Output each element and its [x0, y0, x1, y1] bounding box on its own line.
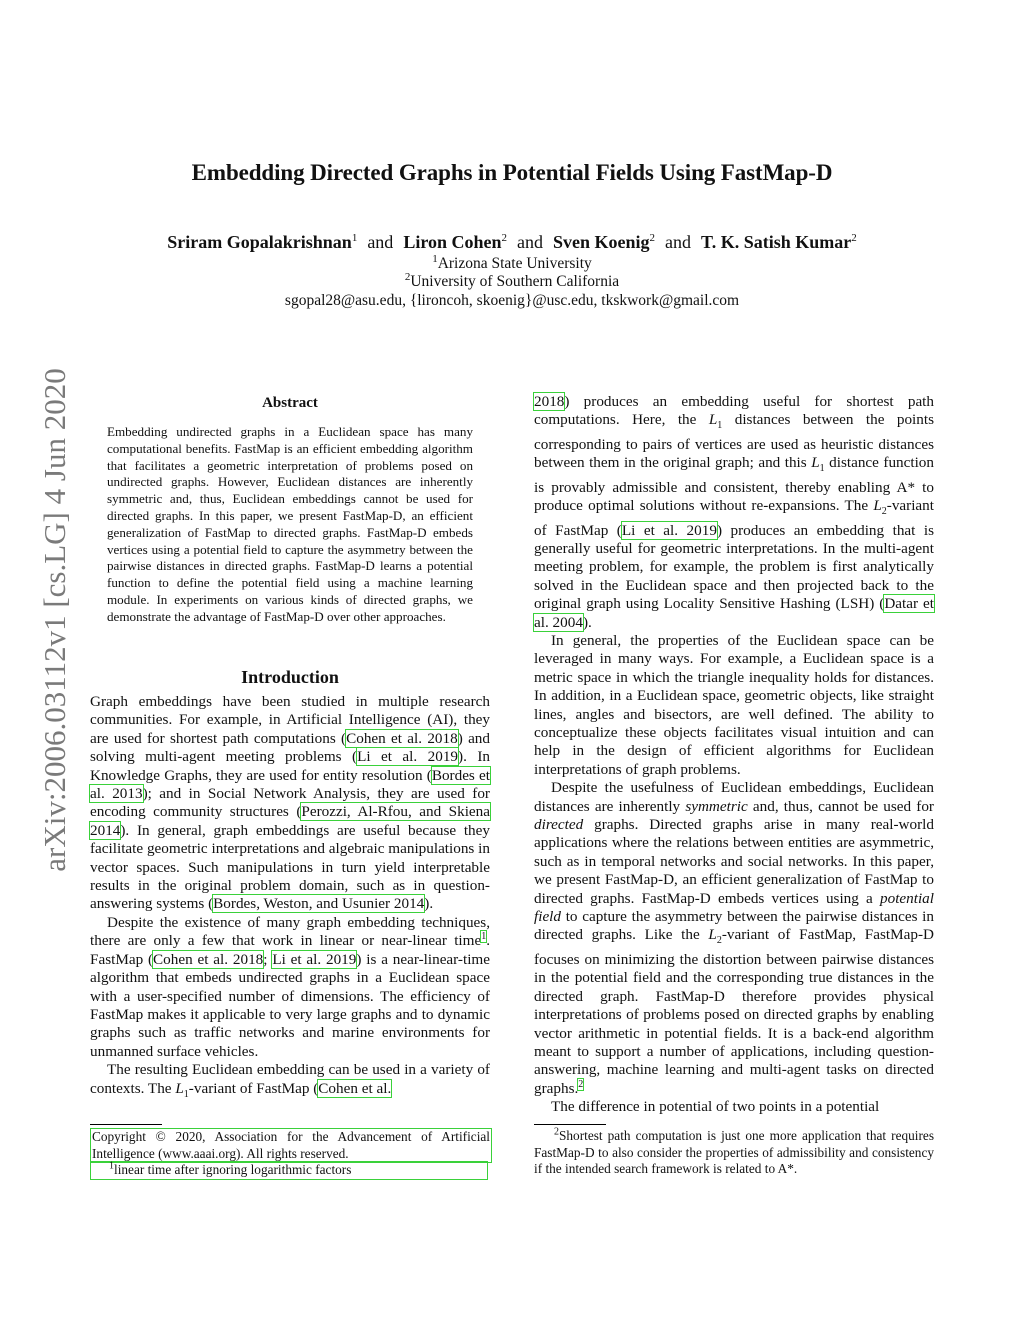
author-emails: sgopal28@asu.edu, {lironcoh, skoenig}@usc.edu, tkskwork@gmail.com — [284, 292, 740, 309]
paragraph: 2018) produces an embedding useful for shortest path computations. Here, the $L_1$ distances between the points corresponding to pairs of vertices are used as heuristic distances between them in the original graph; and this $L_1$ distance function is provably admissible and consistent, thereby enabling A* to produce optimal solutions without re-expansions. The $L_2$-variant of FastMap (Li et al. 2019) produces an embedding that is generally useful for geometric interpretations. In the multi-agent meeting problem, for example, the problem is first analytically solved in the Euclidean space and then projected back to the original graph using Locality Sensitive Hashing (LSH) (Datar et al. 2004). — [534, 393, 935, 631]
footnote: $^2$Shortest path computation is just one more application that requires FastMap-D to also consider the properties of admissibility and consistency if the intended search framework is related to A*. — [534, 1126, 934, 1176]
paragraph: Despite the existence of many graph embedding techniques, there are only a few that work in linear or near-linear time$^1$. FastMap (Cohen et al. 2018; Li et al. 2019) is a near-linear-time algorithm that embeds undirected graphs in a Euclidean space with a user-specified number of dimensions. The efficiency of FastMap makes it applicable to very large graphs and to dynamic graphs such as traffic networks and marine environments for unmanned surface vehicles. — [90, 913, 490, 1060]
footnote-link[interactable]: 1 — [481, 931, 487, 943]
paragraph: The difference in potential of two points in a potential — [551, 1098, 880, 1116]
citation-link[interactable]: Perozzi, Al-Rfou, and Skiena 2014 — [90, 803, 490, 839]
citation-link[interactable]: Bordes, Weston, and Usunier 2014 — [213, 895, 425, 913]
affiliation: $^2$University of Southern California — [404, 270, 620, 290]
citation-link[interactable]: Cohen et al. 2018 — [153, 950, 264, 968]
citation-link[interactable]: Datar et al. 2004 — [534, 595, 934, 631]
footnote-rule — [90, 1124, 162, 1125]
footnote-link[interactable]: 2 — [578, 1078, 584, 1090]
paragraph: Despite the usefulness of Euclidean embeddings, Euclidean distances are inherently symmetric and, thus, cannot be used for directed graphs. Directed graphs arise in many real-world applications where the relations between entities are asymmetric, such as in temporal networks and social networks. In this paper, we present FastMap-D, an efficient generalization of FastMap to directed graphs. FastMap-D embeds vertices using a potential field to capture the asymmetry between the pairwise distances in directed graphs. Like the $L_2$-variant of FastMap, FastMap-D focuses on minimizing the distortion between pairwise distances in the potential field and the corresponding true distances in the directed graph. FastMap-D therefore provides physical interpretations of problems posed on directed graphs by enabling vector arithmetic in potential fields. It is a back-end algorithm meant to support a number of applications, including question-answering, machine learning and multi-agent tasks on directed graphs.$^2$ — [534, 779, 934, 1097]
author-name: Sriram Gopalakrishnan — [167, 232, 352, 252]
abstract-heading: Abstract — [262, 395, 318, 411]
paragraph: In general, the properties of the Euclidean space can be leveraged in many ways. For example, a Euclidean space is a metric space in which the triangle inequality holds for distances. In addition, in a Euclidean space, geometric objects, like straight lines, angles and bisectors, are well defined. The ability to conceptualize these objects facilitates visual intuition and can help in the design of efficient algorithms for Euclidean interpretations of graph problems. — [534, 631, 934, 778]
citation-link[interactable]: Cohen et al. 2018 — [346, 729, 458, 747]
citation-link[interactable]: Li et al. 2019 — [357, 748, 459, 766]
copyright-notice[interactable]: Copyright © 2020, Association for the Advancement of Artificial Intelligence (www.aaai.org). All rights reserved. — [90, 1128, 492, 1163]
citation-link[interactable]: Li et al. 2019 — [272, 950, 357, 968]
arxiv-identifier[interactable]: arXiv:2006.03112v1 [cs.LG] 4 Jun 2020 — [37, 368, 72, 872]
abstract-text: Embedding undirected graphs in a Euclidean space has many computational benefits. FastMap is an efficient embedding algorithm that facilitates a geometric interpretation of problems posed on undirected graphs. However, Euclidean distances are inherently symmetric and, thus, Euclidean embeddings cannot be used for directed graphs. In this paper, we present FastMap-D, an efficient generalization of FastMap to directed graphs. FastMap-D embeds vertices using a potential field to capture the asymmetry between the pairwise distances in directed graphs. FastMap-D learns a potential function to define the potential field using a machine learning module. In experiments on various kinds of directed graphs, we demonstrate the advantage of FastMap-D over other approaches. — [107, 424, 473, 624]
citation-link[interactable]: 2018 — [534, 393, 565, 410]
paragraph: The resulting Euclidean embedding can be used in a variety of contexts. The $L_1$-variant of FastMap (Cohen et al. — [90, 1061, 490, 1100]
author-name: T. K. Satish Kumar — [701, 232, 852, 252]
citation-link[interactable]: Cohen et al. — [318, 1079, 392, 1097]
citation-link[interactable]: Bordes et al. 2013 — [90, 766, 490, 803]
author-name: Liron Cohen — [403, 232, 502, 252]
footnote-rule — [534, 1124, 606, 1125]
paragraph: Graph embeddings have been studied in multiple research communities. For example, in Artificial Intelligence (AI), they are used for shortest path computations (Cohen et al. 2018) and solving multi-agent meeting problems (Li et al. 2019). In Knowledge Graphs, they are used for entity resolution (Bordes et al. 2013); and in Social Network Analysis, they are used for encoding community structures (Perozzi, Al-Rfou, and Skiena 2014). In general, graph embeddings are useful because they facilitate geometric interpretations and algebraic manipulations in vector spaces. Such manipulations in turn yield interpretable results in the original problem domain, such as in question-answering systems (Bordes, Weston, and Usunier 2014). — [90, 693, 490, 913]
paper-title: Embedding Directed Graphs in Potential Fields Using FastMap-D — [191, 160, 833, 185]
author-name: Sven Koenig — [553, 232, 650, 252]
left-column — [90, 693, 490, 1104]
affiliation: $^1$Arizona State University — [432, 252, 592, 272]
citation-link[interactable]: Li et al. 2019 — [621, 521, 717, 539]
footnote[interactable]: $^1$linear time after ignoring logarithmic factors — [90, 1161, 488, 1180]
section-heading-introduction: Introduction — [241, 667, 339, 687]
author-list: Sriram Gopalakrishnan$^1$ and Liron Cohen$^2$ and Sven Koenig$^2$ and T. K. Satish Kumar$^2$ — [167, 232, 857, 252]
right-column — [534, 393, 934, 1117]
